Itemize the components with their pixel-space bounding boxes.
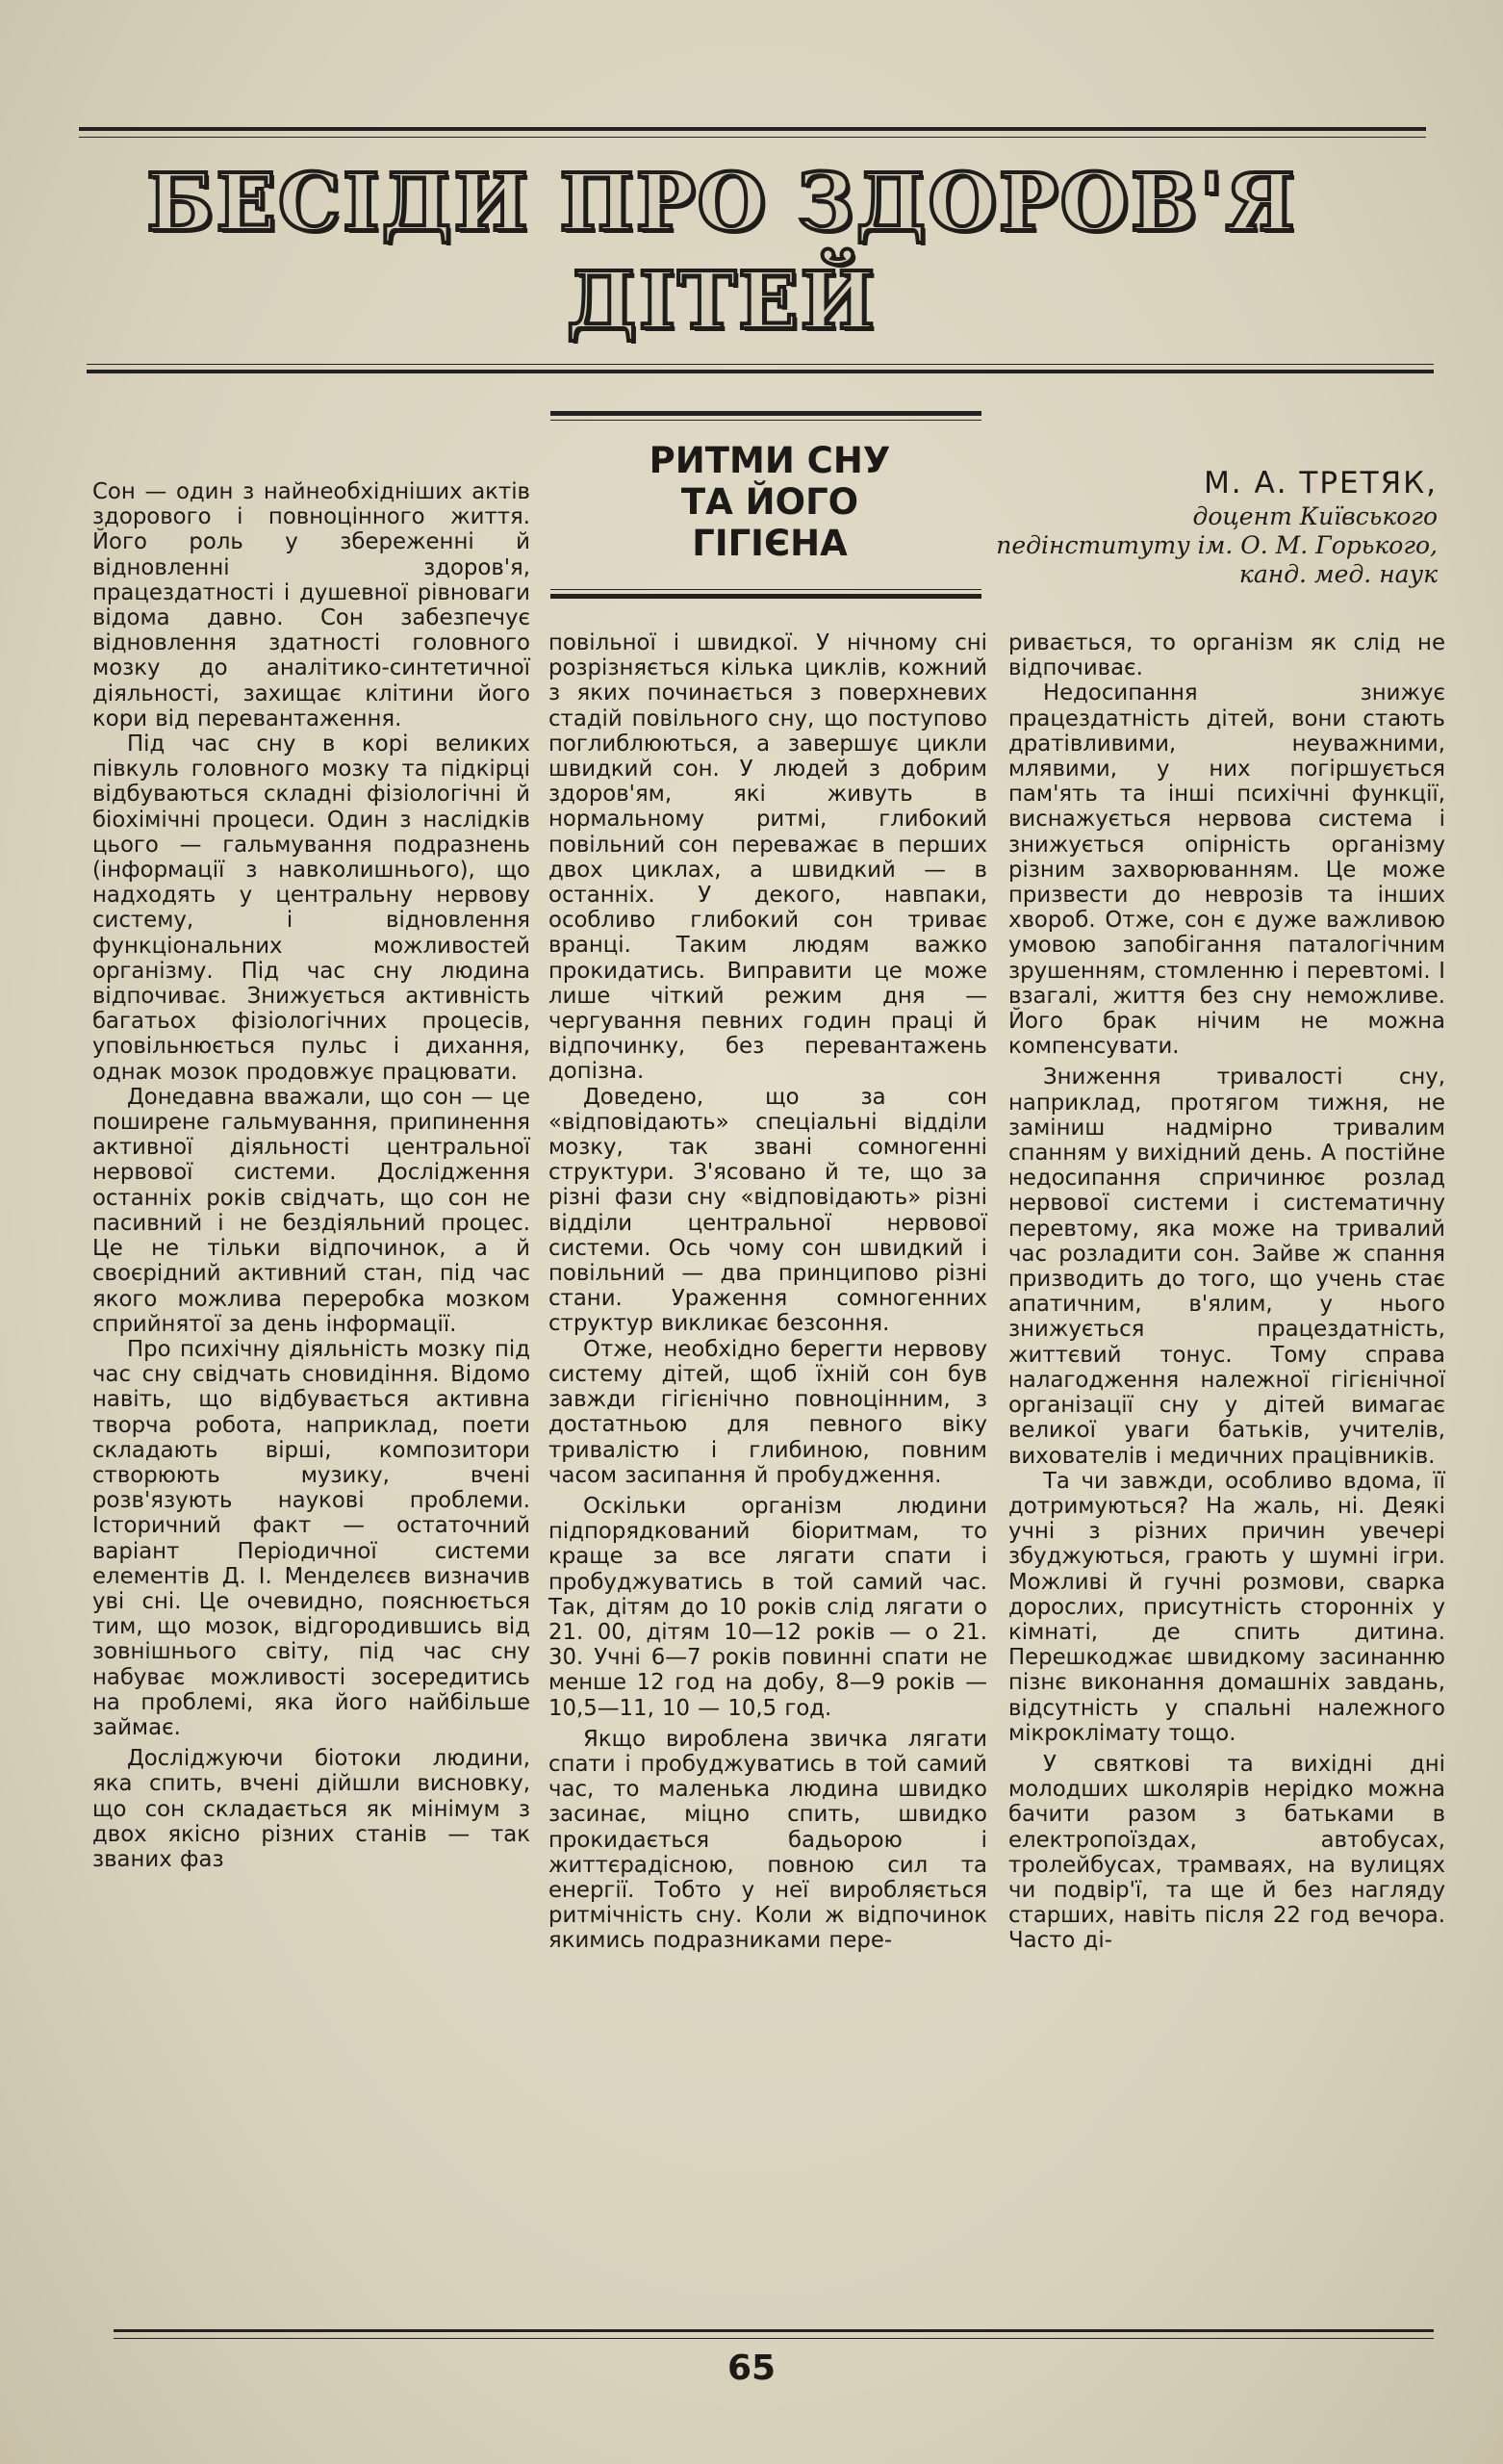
paragraph: Досліджуючи біотоки людини, яка спить, вчені дійшли висновку, що сон складається як мінімум з двох якісно різних станів — так званих фаз bbox=[92, 1746, 530, 1872]
paragraph: Про психічну діяльність мозку під час сну свідчать сновидіння. Відомо навіть, що відбувається активна творча робота, наприклад, поети складають вірші, композитори створюють музику, вчені розв'язують наукові проблеми. Історичний факт — остаточний варіант Періодичної системи елементів Д. І. Менделєєв визначив уві сні. Це очевидно, пояснюється тим, що мозок, відгородившись від зовнішнього світу, під час сну набуває можливості зосередитись на проблемі, яка його найбільше займає. bbox=[92, 1336, 530, 1740]
paragraph: Та чи завжди, особливо вдома, її дотримуються? На жаль, ні. Деякі учні з різних причин увечері збуджуються, грають у шумні ігри. Можливі й гучні розмови, сварка дорослих, присутність сторонніх у кімнаті, де спить дитина. Перешкоджає швидкому засинанню пізнє виконання домашніх завдань, відсутність у спальні належного мікроклімату тощо. bbox=[1008, 1468, 1445, 1746]
article-title-line-3: ГІГІЄНА bbox=[692, 523, 848, 564]
paragraph: Сон — один з найнеобхідніших актів здорового і повноцінного життя. Його роль у збереженні й відновленні здоров'я, працездатності і душевної рівноваги відома давно. Сон забезпечує відновлення здатності головного мозку до аналітико-синтетичної діяльності, захищає клітини його кори від перевантаження. bbox=[92, 479, 530, 732]
paragraph: Якщо вироблена звичка лягати спати і пробуджуватись в той самий час, то маленька людина швидко засинає, міцно спить, швидко прокидається бадьорою і життєрадісною, повною сил та енергії. Тобто у неї виробляється ритмічність сну. Коли ж відпочинок якимись подразниками пере- bbox=[548, 1726, 987, 1954]
author-block bbox=[956, 464, 1438, 589]
article-title-top-rule-thin bbox=[550, 420, 981, 421]
article-title-top-rule bbox=[550, 411, 981, 416]
text-column-1 bbox=[92, 479, 530, 1872]
section-title bbox=[144, 154, 1299, 350]
paragraph: Доведено, що за сон «відповідають» спеціальні відділи мозку, так звані сомногенні структури. З'ясовано й те, що за різні фази сну «відповідають» різні відділи центральної нервової системи. Ось чому сон швидкий і повільний — два принципово різні стани. Ураження сомногенних структур викликає безсоння. bbox=[548, 1084, 987, 1337]
author-name: М. А. ТРЕТЯК, bbox=[1204, 466, 1438, 500]
author-affiliation-line-2: педінституту ім. О. М. Горького, bbox=[996, 531, 1438, 559]
author-affiliation-line-1: доцент Київського bbox=[1192, 502, 1438, 530]
paragraph: У святкові та вихідні дні молодших школярів нерідко можна бачити разом з батьками в електропоїздах, автобусах, тролейбусах, трамваях, на вулицях чи подвір'ї, та ще й без нагляду старших, навіть після 22 год вечора. Часто ді- bbox=[1008, 1751, 1445, 1954]
footer-rule bbox=[114, 2329, 1434, 2332]
paragraph: Отже, необхідно берегти нервову систему дітей, щоб їхній сон був завжди гігієнічно повноцінним, з достатньою для певного віку тривалістю і глибиною, повним часом засипання й пробудження. bbox=[548, 1336, 987, 1488]
author-affiliation bbox=[956, 502, 1438, 589]
header-bottom-rule-thin bbox=[87, 364, 1434, 365]
article-title-line-2: ТА ЙОГО bbox=[680, 481, 859, 523]
header-bottom-rule bbox=[87, 370, 1434, 373]
text-column-2 bbox=[548, 630, 987, 1954]
paragraph: Донедавна вважали, що сон — це поширене гальмування, припинення активної діяльності центральної нервової системи. Дослідження останніх років свідчать, що сон не пасивний і не бездіяльний процес. Це не тільки відпочинок, а й своєрідний активний стан, під час якого можлива переробка мозком сприйнятої за день інформації. bbox=[92, 1084, 530, 1337]
paragraph: повільної і швидкої. У нічному сні розрізняється кілька циклів, кожний з яких починається з поверхневих стадій повільного сну, що поступово поглиблюються, а завершує цикли швидкий сон. У людей з добрим здоров'ям, які живуть в нормальному ритмі, глибокий повільний сон переважає в перших двох циклах, а швидкий — в останніх. У декого, навпаки, особливо глибокий сон триває вранці. Таким людям важко прокидатись. Виправити це може лише чіткий режим дня — чергування певних годин праці й відпочинку, без перевантажень допізна. bbox=[548, 630, 987, 1085]
footer-rule-thin bbox=[114, 2338, 1434, 2339]
paragraph: Під час сну в корі великих півкуль головного мозку та підкірці відбуваються складні фізіологічні й біохімічні процеси. Один з наслідків цього — гальмування подразнень (інформації з навколишнього), що надходять у центральну нервову систему, і відновлення функціональних можливостей організму. Під час сну людина відпочиває. Знижується активність багатьох фізіологічних процесів, уповільнюється пульс і дихання, однак мозок продовжує працювати. bbox=[92, 732, 530, 1085]
text-column-3 bbox=[1008, 630, 1445, 1954]
paragraph: Оскільки організм людини підпорядкований біоритмам, то краще за все лягати спати і пробуджуватись в той самий час. Так, дітям до 10 років слід лягати о 21. 00, дітям 10—12 років — о 21. 30. Учні 6—7 років повинні спати не менше 12 год на добу, 8—9 років — 10,5—11, 10 — 10,5 год. bbox=[548, 1493, 987, 1721]
article-title-bottom-rule bbox=[550, 594, 981, 599]
header-top-rule-thin bbox=[79, 137, 1426, 138]
paragraph: Недосипання знижує працездатність дітей, вони стають дратівливими, неуважними, млявими, у них погіршується пам'ять та інші психічні функції, виснажується нервова система і знижується опірність організму різним захворюванням. Це може призвести до неврозів та інших хвороб. Отже, сон є дуже важливою умовою запобігання паталогічним зрушенням, стомленню і перевтомі. І взагалі, життя без сну неможливе. Його брак нічим не можна компенсувати. bbox=[1008, 680, 1445, 1060]
article-title-line-1: РИТМИ СНУ bbox=[649, 440, 891, 481]
article-title bbox=[577, 440, 962, 564]
paragraph: Зниження тривалості сну, наприклад, протягом тижня, не заміниш надмірно тривалим спанням у вихідний день. А постійне недосипання спричинює розлад нервової системи і систематичну перевтому, яка може на тривалий час розладити сон. Зайве ж спання призводить до того, що учень стає апатичним, в'ялим, у нього знижується працездатність, життєвий тонус. Тому справа налагодження належної гігієнічної організації сну у дітей вимагає великої уваги батьків, учителів, вихователів і медичних працівників. bbox=[1008, 1065, 1445, 1469]
article-title-bottom-rule-thin bbox=[550, 589, 981, 590]
section-title-line-2: ДІТЕЙ bbox=[566, 255, 878, 347]
header-top-rule bbox=[79, 127, 1426, 131]
paragraph: ривається, то організм як слід не відпочиває. bbox=[1008, 630, 1445, 681]
page-number: 65 bbox=[726, 2348, 777, 2388]
section-title-line-1: БЕСІДИ ПРО ЗДОРОВ'Я bbox=[146, 157, 1297, 249]
author-affiliation-line-3: канд. мед. наук bbox=[1238, 560, 1438, 588]
